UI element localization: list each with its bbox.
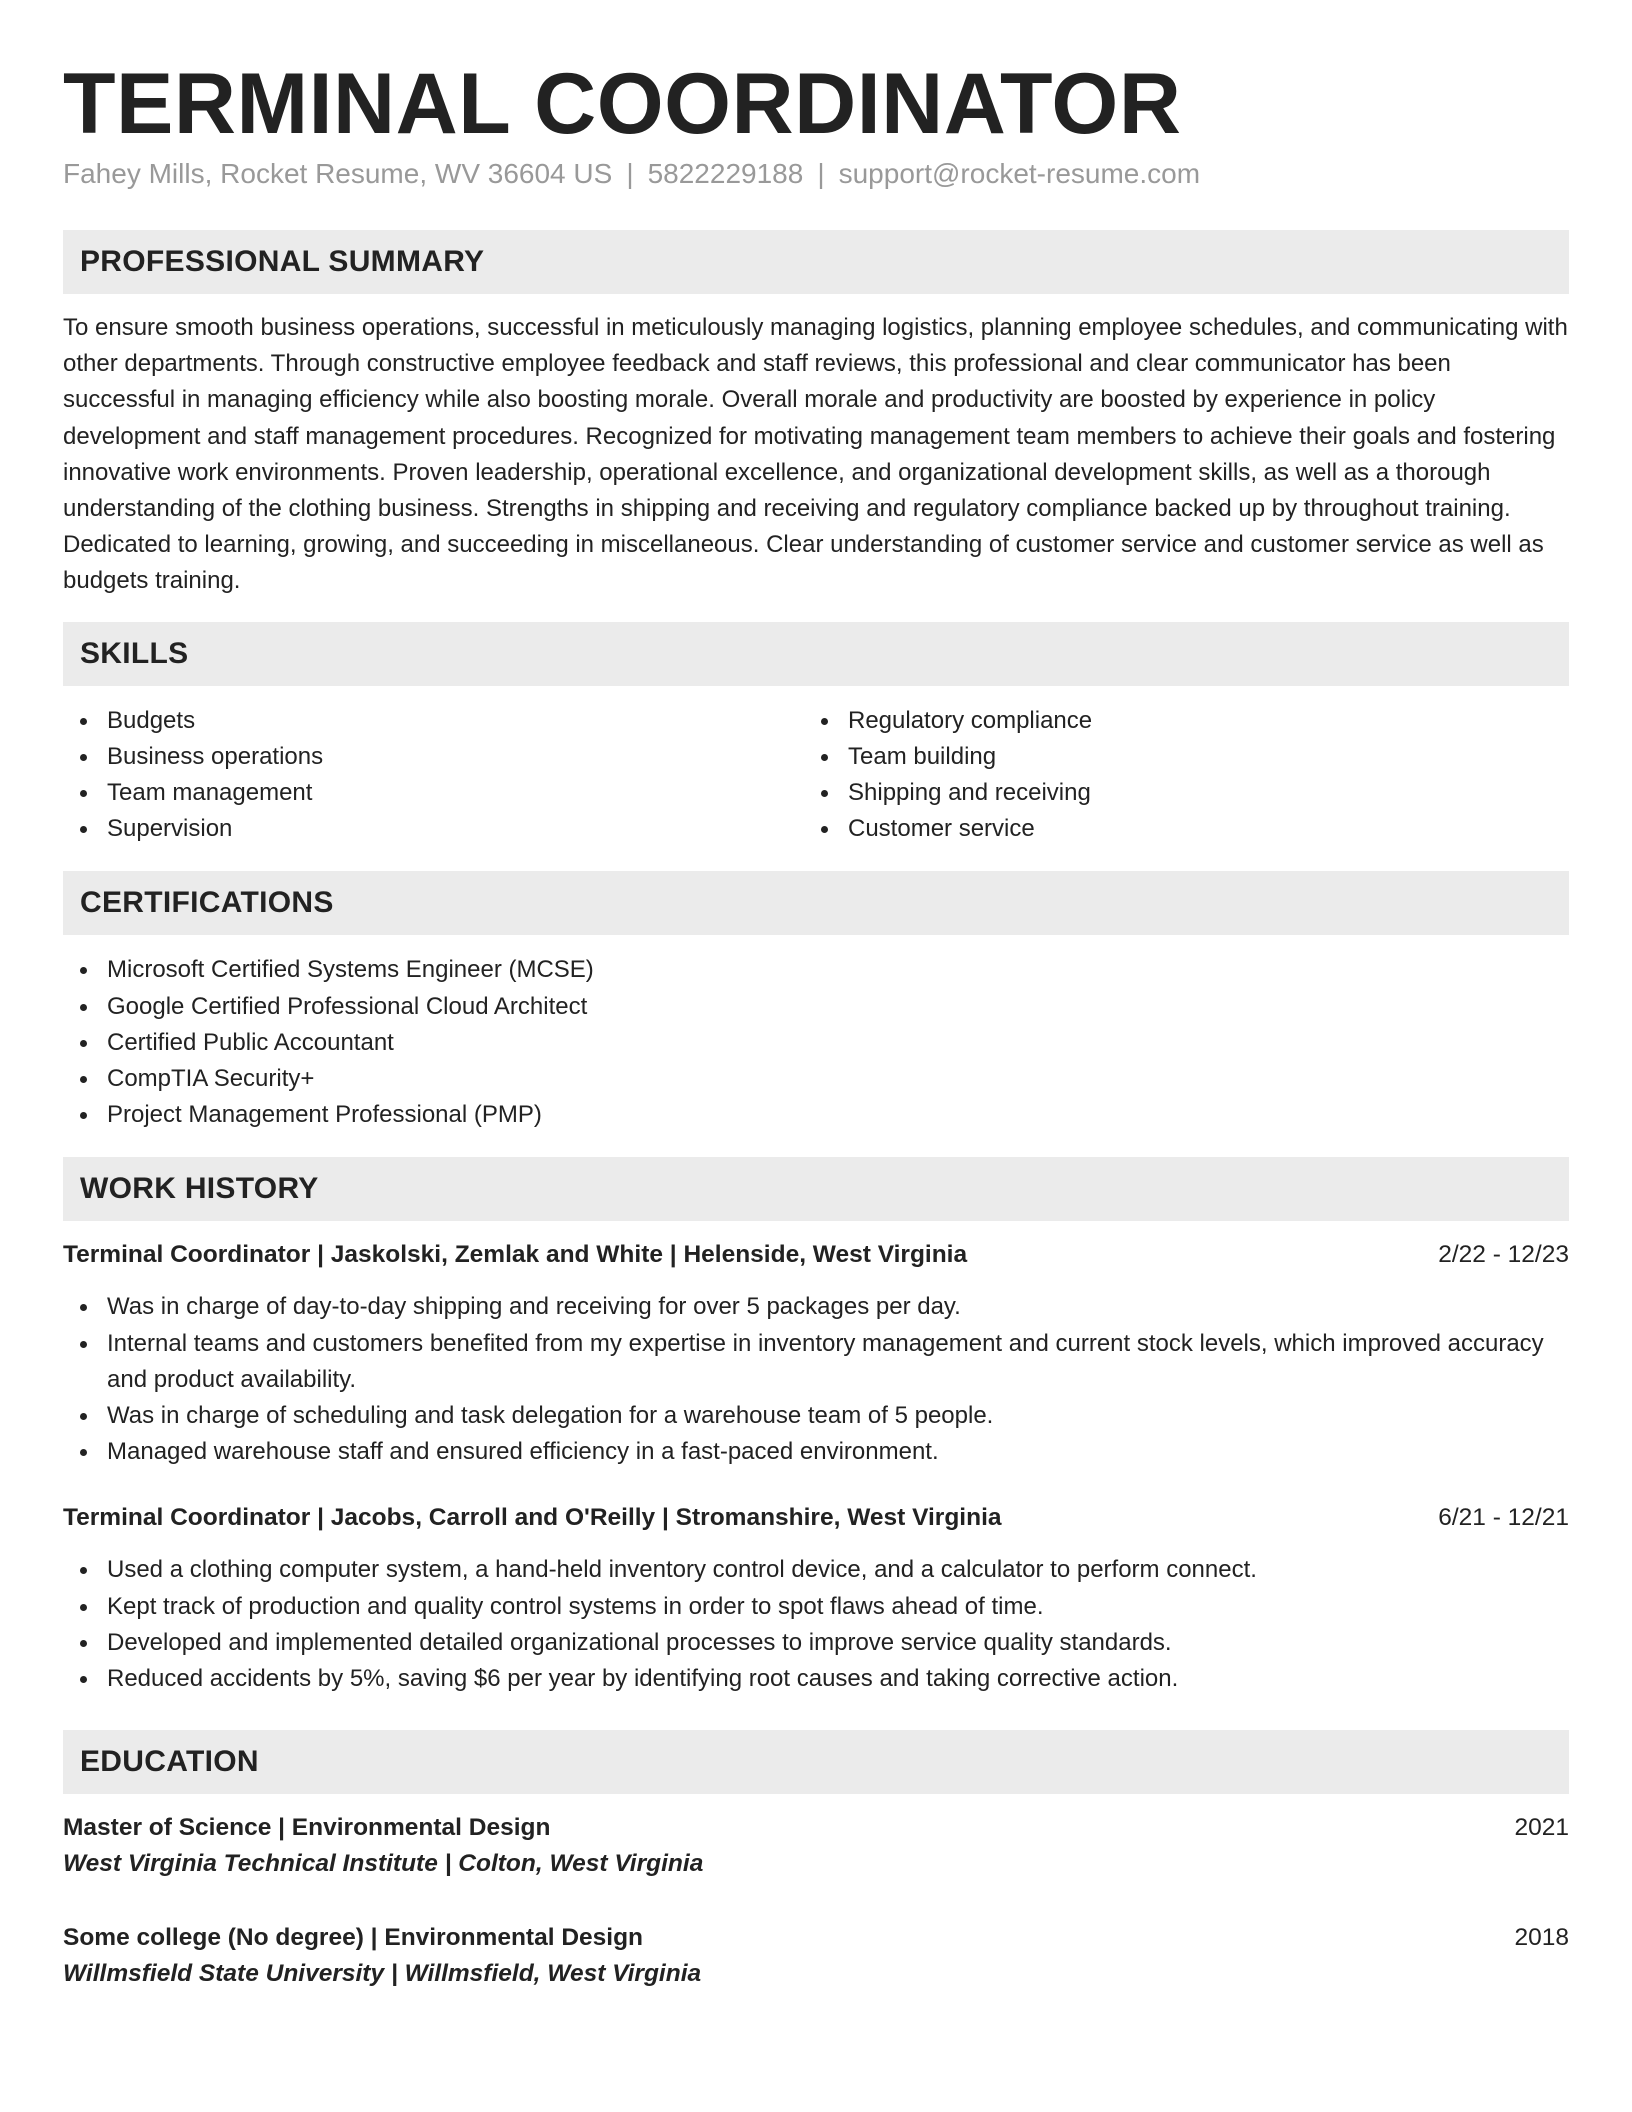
job-duty-item: Kept track of production and quality control systems in order to spot flaws ahead of time. — [63, 1589, 1569, 1625]
certification-item: Google Certified Professional Cloud Architect — [63, 989, 1569, 1025]
education-school: West Virginia Technical Institute | Colton, West Virginia — [63, 1850, 704, 1878]
contact-address: Fahey Mills, Rocket Resume, WV 36604 US — [63, 158, 613, 189]
job-header — [63, 1237, 1569, 1273]
education-year: 2021 — [1514, 1814, 1569, 1842]
contact-separator: | — [626, 158, 634, 189]
summary-heading: PROFESSIONAL SUMMARY — [63, 230, 1569, 294]
skill-item: Budgets — [63, 703, 804, 739]
education-heading: EDUCATION — [63, 1730, 1569, 1794]
skills-list — [63, 703, 1569, 848]
education-entry — [63, 1810, 1569, 1882]
candidate-name: TERMINAL COORDINATOR — [63, 56, 1182, 152]
education-header — [63, 1810, 1569, 1846]
education-header — [63, 1920, 1569, 1956]
job-duties — [63, 1552, 1569, 1697]
skill-item: Business operations — [63, 739, 804, 775]
job-duty-item: Was in charge of scheduling and task delegation for a warehouse team of 5 people. — [63, 1398, 1569, 1434]
job-title: Terminal Coordinator | Jaskolski, Zemlak and White | Helenside, West Virginia — [63, 1241, 968, 1269]
education-degree: Some college (No degree) | Environmental Design — [63, 1924, 644, 1952]
job-header — [63, 1500, 1569, 1536]
certification-item: Certified Public Accountant — [63, 1025, 1569, 1061]
job-duty-item: Managed warehouse staff and ensured efficiency in a fast-paced environment. — [63, 1434, 1569, 1470]
summary-text: To ensure smooth business operations, successful in meticulously managing logistics, planning employee schedules, and communicating with other departments. Through constructive employee feedback and staff reviews, this professional and clear communicator has been successful in managing efficiency while also boosting morale. Overall morale and productivity are boosted by experience in policy development and staff management procedures. Recognized for motivating management team members to achieve their goals and fostering innovative work environments. Proven leadership, operational excellence, and organizational development skills, as well as a thorough understanding of the clothing business. Strengths in shipping and receiving and regulatory compliance backed up by throughout training. Dedicated to learning, growing, and succeeding in miscellaneous. Clear understanding of customer service and customer service as well as budgets training. — [63, 314, 1568, 595]
skill-item: Supervision — [63, 811, 804, 847]
job-entry — [63, 1500, 1569, 1697]
job-duty-item: Was in charge of day-to-day shipping and receiving for over 5 packages per day. — [63, 1289, 1569, 1325]
job-duty-item: Used a clothing computer system, a hand-held inventory control device, and a calculator to perform connect. — [63, 1552, 1569, 1588]
education-degree: Master of Science | Environmental Design — [63, 1814, 551, 1842]
certifications-heading: CERTIFICATIONS — [63, 871, 1569, 935]
work-history-heading: WORK HISTORY — [63, 1157, 1569, 1221]
skills-column-right — [804, 703, 1545, 848]
job-dates: 6/21 - 12/21 — [1438, 1504, 1569, 1532]
skill-item: Shipping and receiving — [804, 775, 1545, 811]
job-title: Terminal Coordinator | Jacobs, Carroll and O'Reilly | Stromanshire, West Virginia — [63, 1504, 1002, 1532]
certification-item: CompTIA Security+ — [63, 1061, 1569, 1097]
education-entry — [63, 1920, 1569, 1992]
job-duty-item: Reduced accidents by 5%, saving $6 per year by identifying root causes and taking corrective action. — [63, 1661, 1569, 1697]
contact-separator: | — [817, 158, 825, 189]
contact-line — [63, 156, 1569, 192]
skill-item: Team building — [804, 739, 1545, 775]
skill-item: Customer service — [804, 811, 1545, 847]
job-dates: 2/22 - 12/23 — [1438, 1241, 1569, 1269]
job-duty-item: Developed and implemented detailed organizational processes to improve service quality standards. — [63, 1625, 1569, 1661]
skill-item: Regulatory compliance — [804, 703, 1545, 739]
contact-phone: 5822229188 — [647, 158, 804, 189]
skills-heading: SKILLS — [63, 622, 1569, 686]
skill-item: Team management — [63, 775, 804, 811]
education-school: Willmsfield State University | Willmsfield, West Virginia — [63, 1960, 702, 1988]
certification-item: Project Management Professional (PMP) — [63, 1097, 1569, 1133]
job-duties — [63, 1289, 1569, 1470]
certifications-list — [63, 952, 1569, 1133]
contact-email[interactable]: support@rocket-resume.com — [838, 158, 1201, 189]
education-year: 2018 — [1514, 1924, 1569, 1952]
certification-item: Microsoft Certified Systems Engineer (MCSE) — [63, 952, 1569, 988]
job-duty-item: Internal teams and customers benefited from my expertise in inventory management and current stock levels, which improved accuracy and product availability. — [63, 1326, 1569, 1398]
job-entry — [63, 1237, 1569, 1470]
skills-column-left — [63, 703, 804, 848]
